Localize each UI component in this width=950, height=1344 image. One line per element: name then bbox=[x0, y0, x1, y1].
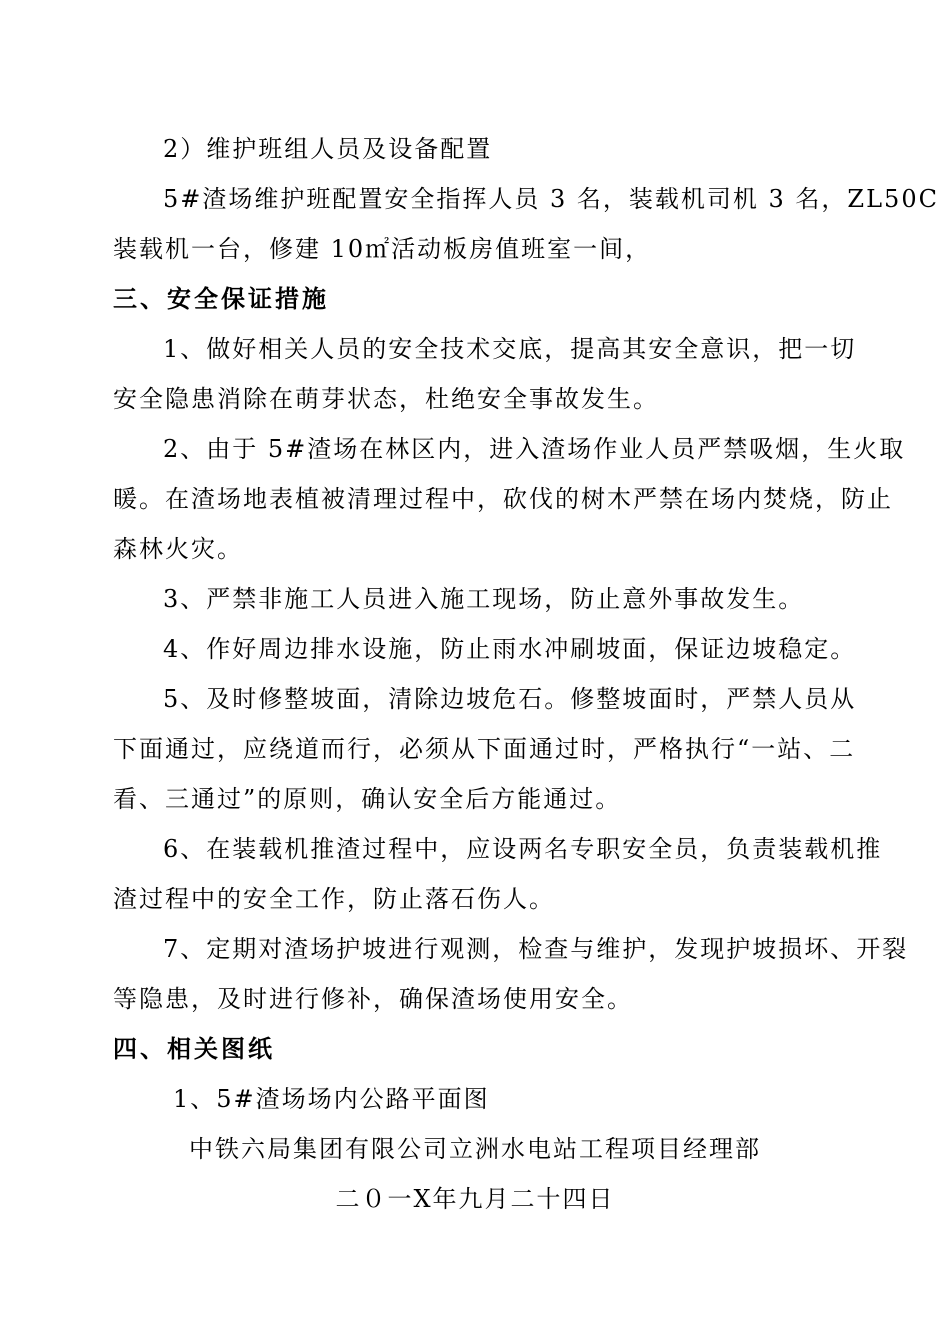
paragraph-line: 1、做好相关人员的安全技术交底，提高其安全意识，把一切 bbox=[163, 335, 857, 363]
list-item: 1、5#渣场场内公路平面图 bbox=[173, 1085, 490, 1113]
paragraph-line: 森林火灾。 bbox=[113, 535, 243, 563]
paragraph-line: 看、三通过”的原则，确认安全后方能通过。 bbox=[113, 785, 622, 813]
paragraph-line: 2、由于 5#渣场在林区内，进入渣场作业人员严禁吸烟，生火取 bbox=[163, 435, 906, 463]
paragraph-line: 暖。在渣场地表植被清理过程中，砍伐的树木严禁在场内焚烧，防止 bbox=[113, 485, 893, 513]
organization-signature: 中铁六局集团有限公司立洲水电站工程项目经理部 bbox=[189, 1135, 761, 1163]
paragraph-line: 安全隐患消除在萌芽状态，杜绝安全事故发生。 bbox=[113, 385, 659, 413]
section-heading: 三、安全保证措施 bbox=[113, 284, 329, 313]
paragraph-line: 装载机一台，修建 10㎡活动板房值班室一间， bbox=[113, 235, 652, 263]
section-subheading: 2）维护班组人员及设备配置 bbox=[163, 135, 493, 163]
paragraph-line: 7、定期对渣场护坡进行观测，检查与维护，发现护坡损坏、开裂 bbox=[163, 935, 909, 963]
paragraph-line: 3、严禁非施工人员进入施工现场，防止意外事故发生。 bbox=[163, 585, 805, 613]
paragraph-line: 4、作好周边排水设施，防止雨水冲刷坡面，保证边坡稳定。 bbox=[163, 635, 857, 663]
paragraph-line: 6、在装载机推渣过程中，应设两名专职安全员，负责装载机推 bbox=[163, 835, 883, 863]
section-heading: 四、相关图纸 bbox=[113, 1034, 275, 1063]
paragraph-line: 5#渣场维护班配置安全指挥人员 3 名，装载机司机 3 名，ZL50C bbox=[163, 185, 939, 213]
paragraph-line: 5、及时修整坡面，清除边坡危石。修整坡面时，严禁人员从 bbox=[163, 685, 857, 713]
paragraph-line: 等隐患，及时进行修补，确保渣场使用安全。 bbox=[113, 985, 633, 1013]
paragraph-line: 下面通过，应绕道而行，必须从下面通过时，严格执行“一站、二 bbox=[113, 735, 856, 763]
paragraph-line: 渣过程中的安全工作，防止落石伤人。 bbox=[113, 885, 555, 913]
document-date: 二０一X年九月二十四日 bbox=[335, 1185, 615, 1213]
